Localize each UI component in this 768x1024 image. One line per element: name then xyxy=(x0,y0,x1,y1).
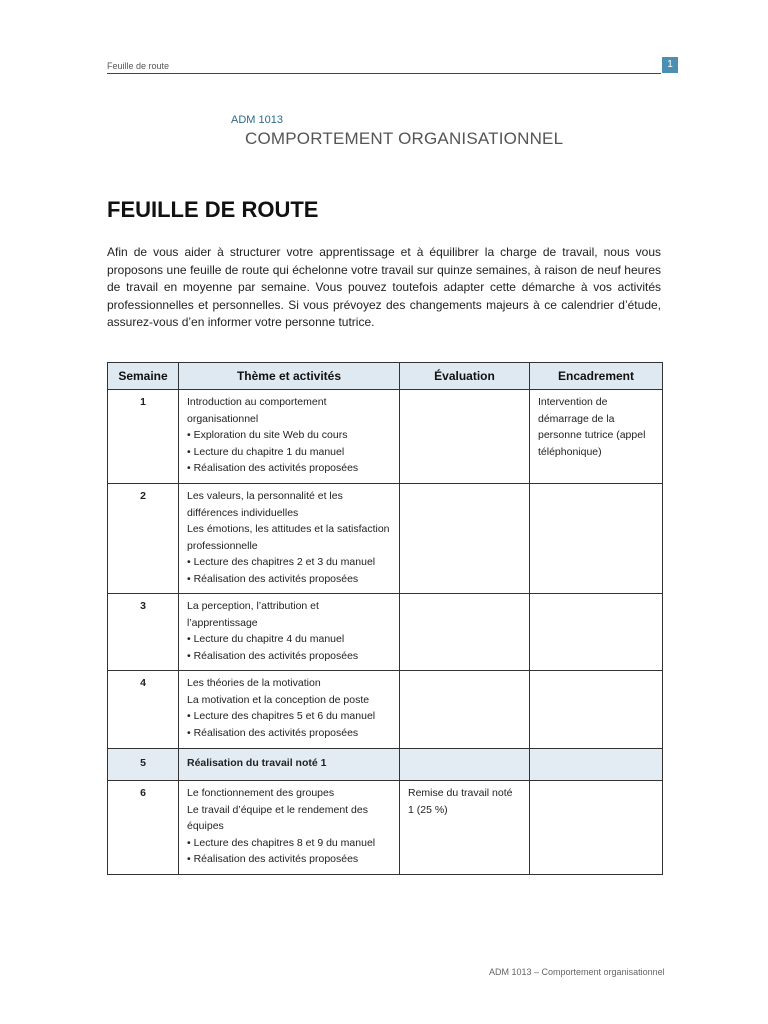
theme-line: • Lecture des chapitres 2 et 3 du manuel xyxy=(187,556,376,568)
support-cell xyxy=(530,749,663,781)
evaluation-cell xyxy=(400,671,530,749)
week-cell: 5 xyxy=(108,749,179,781)
support-cell xyxy=(530,781,663,875)
week-cell: 2 xyxy=(108,484,179,594)
course-code: ADM 1013 xyxy=(231,114,283,126)
course-name: COMPORTEMENT ORGANISATIONNEL xyxy=(245,129,564,148)
theme-cell xyxy=(179,390,400,484)
theme-line: • Réalisation des activités proposées xyxy=(187,726,359,739)
table-row xyxy=(108,594,663,671)
evaluation-cell xyxy=(400,390,530,484)
table-row xyxy=(108,671,663,749)
theme-cell xyxy=(179,749,400,781)
theme-line: • Réalisation des activités proposées xyxy=(187,572,359,585)
column-header-support: Encadrement xyxy=(530,363,663,390)
running-head: Feuille de route xyxy=(107,61,170,71)
support-cell: Intervention de démarrage de la personne tutrice (appel téléphonique) xyxy=(530,390,663,484)
theme-cell xyxy=(179,484,400,594)
theme-cell xyxy=(179,671,400,749)
theme-line: • Réalisation des activités proposées xyxy=(187,853,359,865)
theme-line: • Exploration du site Web du cours xyxy=(187,429,348,441)
theme-line: Les théories de la motivation xyxy=(187,677,321,689)
roadmap-table xyxy=(107,362,663,875)
table-row xyxy=(108,749,663,781)
theme-line: La perception, l’attribution et l’apprentissage xyxy=(187,600,319,629)
table-row xyxy=(108,781,663,875)
column-header-week: Semaine xyxy=(108,363,179,390)
theme-line: • Réalisation des activités proposées xyxy=(187,649,359,662)
table-row xyxy=(108,484,663,594)
page-number-badge: 1 xyxy=(662,57,678,73)
column-header-evaluation: Évaluation xyxy=(400,363,530,390)
theme-line: Introduction au comportement organisationnel xyxy=(187,396,327,425)
support-cell xyxy=(530,671,663,749)
theme-line: Le fonctionnement des groupes xyxy=(187,787,335,799)
theme-line: La motivation et la conception de poste xyxy=(187,693,370,706)
evaluation-cell xyxy=(400,484,530,594)
column-header-theme: Thème et activités xyxy=(179,363,400,390)
theme-cell xyxy=(179,781,400,875)
theme-line: Réalisation du travail noté 1 xyxy=(187,757,327,770)
evaluation-cell: Remise du travail noté 1 (25 %) xyxy=(400,781,530,875)
week-cell: 3 xyxy=(108,594,179,671)
theme-line: • Lecture du chapitre 1 du manuel xyxy=(187,445,345,458)
week-cell: 1 xyxy=(108,390,179,484)
table-header-row xyxy=(108,363,663,390)
theme-line: • Lecture des chapitres 8 et 9 du manuel xyxy=(187,836,376,849)
theme-line: Les valeurs, la personnalité et les différences individuelles xyxy=(187,490,343,519)
evaluation-cell xyxy=(400,749,530,781)
theme-line: • Lecture des chapitres 5 et 6 du manuel xyxy=(187,710,376,722)
intro-paragraph: Afin de vous aider à structurer votre apprentissage et à équilibrer la charge de travail, nous vous proposons une feuille de route qui échelonne votre travail sur quinze semaines, à raison de neuf heures de travail en moyenne par semaine. Vous pouvez toutefois adapter cette démarche à vos activités professionnelles et personnelles. Si vous prévoyez des changements majeurs à ce calendrier d’étude, assurez-vous d’en informer votre personne tutrice. xyxy=(107,245,661,330)
theme-line: Le travail d’équipe et le rendement des équipes xyxy=(187,803,368,832)
week-cell: 6 xyxy=(108,781,179,875)
support-cell xyxy=(530,484,663,594)
theme-cell xyxy=(179,594,400,671)
page-footer: ADM 1013 – Comportement organisationnel xyxy=(489,967,665,977)
evaluation-cell xyxy=(400,594,530,671)
theme-line: Les émotions, les attitudes et la satisfaction professionnelle xyxy=(187,523,390,552)
page-title: FEUILLE DE ROUTE xyxy=(107,197,319,222)
theme-line: • Lecture du chapitre 4 du manuel xyxy=(187,633,345,645)
week-cell: 4 xyxy=(108,671,179,749)
theme-line: • Réalisation des activités proposées xyxy=(187,462,359,474)
support-cell xyxy=(530,594,663,671)
table-row xyxy=(108,390,663,484)
header-rule xyxy=(107,73,661,74)
